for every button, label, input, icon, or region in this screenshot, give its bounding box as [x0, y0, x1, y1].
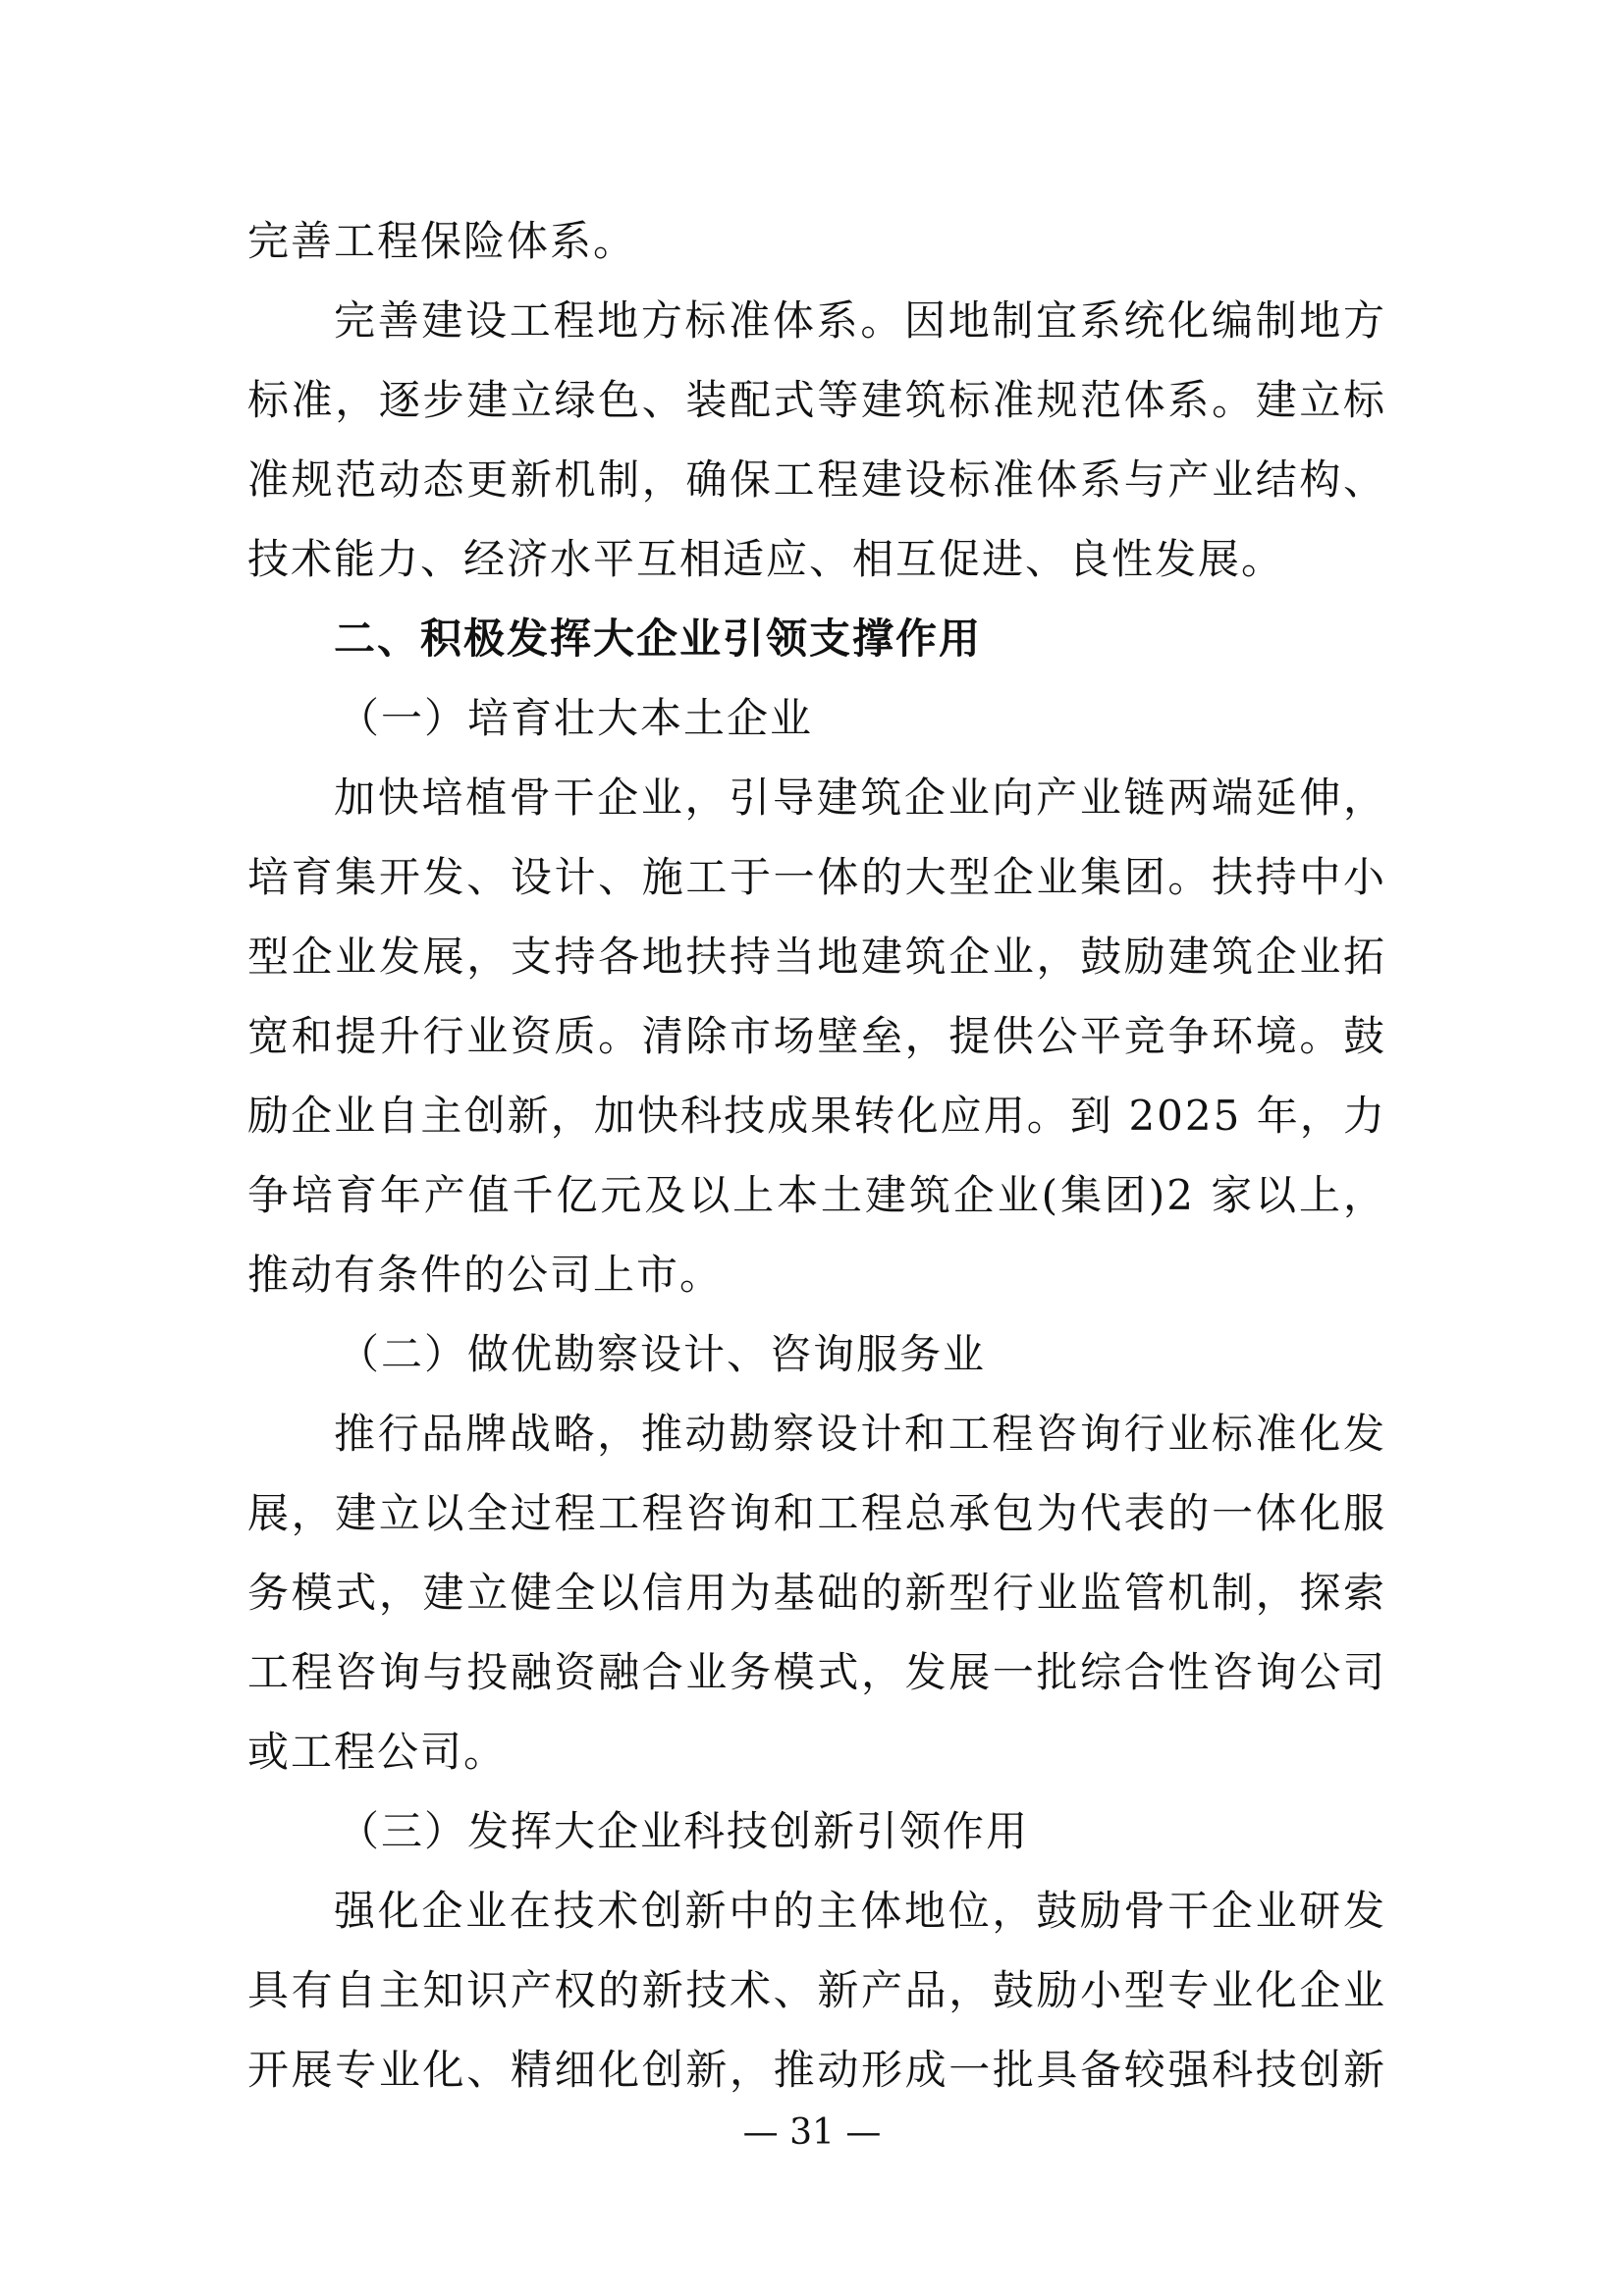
paragraph-line: 标准，逐步建立绿色、装配式等建筑标准规范体系。建立标	[247, 376, 1386, 424]
paragraph-line: 宽和提升行业资质。清除市场壁垒，提供公平竞争环境。鼓	[247, 1012, 1386, 1060]
paragraph-line: 工程咨询与投融资融合业务模式，发展一批综合性咨询公司	[247, 1648, 1386, 1696]
paragraph-first-line: 完善建设工程地方标准体系。因地制宜系统化编制地方	[334, 296, 1386, 345]
paragraph-line: 型企业发展，支持各地扶持当地建筑企业，鼓励建筑企业拓	[247, 933, 1386, 981]
paragraph-line: 具有自主知识产权的新技术、新产品，鼓励小型专业化企业	[247, 1966, 1386, 2014]
subsection-heading: （一）培育壮大本土企业	[338, 694, 814, 742]
section-heading: 二、积极发挥大企业引领支撑作用	[334, 614, 983, 663]
paragraph-line: 争培育年产值千亿元及以上本土建筑企业(集团)2 家以上，	[247, 1171, 1386, 1219]
paragraph-first-line: 推行品牌战略，推动勘察设计和工程咨询行业标准化发	[334, 1410, 1386, 1458]
paragraph-line: 准规范动态更新机制，确保工程建设标准体系与产业结构、	[247, 455, 1386, 504]
paragraph-line: 培育集开发、设计、施工于一体的大型企业集团。扶持中小	[247, 853, 1386, 901]
paragraph-last-line: 完善工程保险体系。	[247, 217, 637, 265]
subsection-heading: （二）做优勘察设计、咨询服务业	[338, 1330, 987, 1378]
paragraph-last-line: 技术能力、经济水平互相适应、相互促进、良性发展。	[247, 535, 1285, 583]
paragraph-first-line: 加快培植骨干企业，引导建筑企业向产业链两端延伸，	[334, 774, 1386, 822]
page-number: — 31 —	[742, 2112, 882, 2153]
paragraph-line: 展，建立以全过程工程咨询和工程总承包为代表的一体化服	[247, 1489, 1386, 1537]
paragraph-line: 开展专业化、精细化创新，推动形成一批具备较强科技创新	[247, 2046, 1386, 2094]
paragraph-last-line: 或工程公司。	[247, 1728, 508, 1776]
subsection-heading: （三）发挥大企业科技创新引领作用	[338, 1807, 1030, 1855]
paragraph-line: 励企业自主创新，加快科技成果转化应用。到 2025 年，力	[247, 1092, 1386, 1140]
paragraph-first-line: 强化企业在技术创新中的主体地位，鼓励骨干企业研发	[334, 1887, 1386, 1935]
paragraph-last-line: 推动有条件的公司上市。	[247, 1251, 724, 1299]
paragraph-line: 务模式，建立健全以信用为基础的新型行业监管机制，探索	[247, 1569, 1386, 1617]
document-body	[247, 201, 1386, 2109]
